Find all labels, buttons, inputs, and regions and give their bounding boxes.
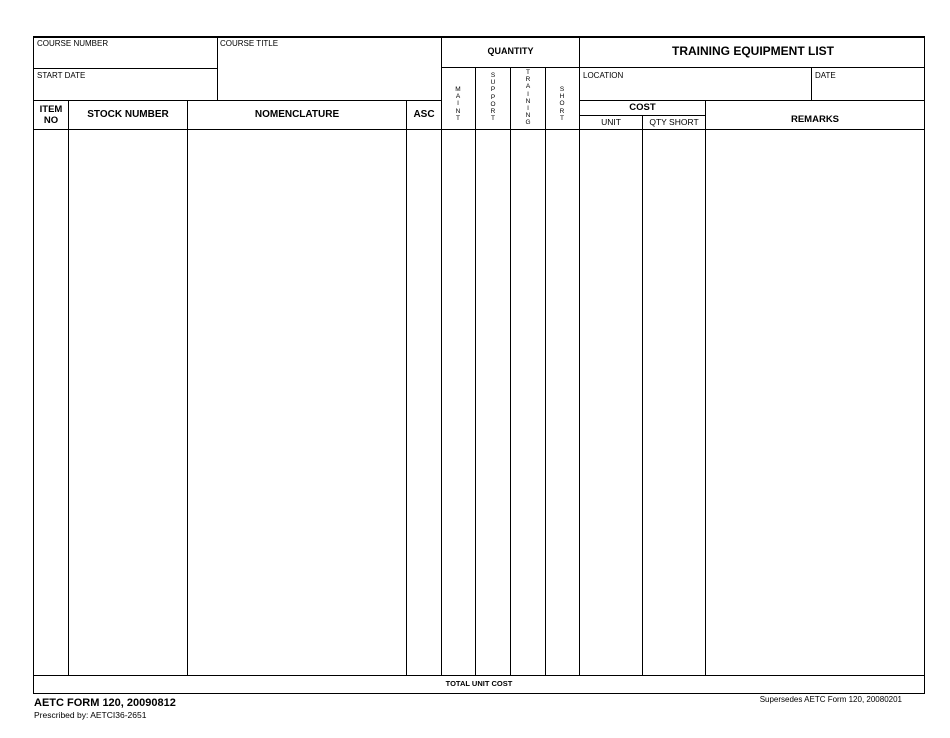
right-border [924, 36, 925, 694]
prescribed-by: Prescribed by: AETCI36-2651 [34, 710, 147, 720]
support-column-header: S U P P O R T [490, 72, 496, 123]
bottom-border [33, 693, 925, 694]
top-border [33, 36, 925, 38]
divider [441, 36, 442, 676]
course-number-label: COURSE NUMBER [37, 39, 109, 48]
maint-column-header: M A I N T [455, 86, 461, 122]
divider [579, 67, 925, 68]
divider [579, 36, 580, 676]
item-no-header: ITEM NO [39, 104, 63, 126]
asc-header: ASC [413, 109, 435, 120]
divider [545, 67, 546, 676]
quantity-header: QUANTITY [487, 46, 534, 56]
course-title-label: COURSE TITLE [220, 39, 279, 48]
divider [406, 100, 407, 676]
divider [642, 115, 643, 676]
divider [33, 675, 925, 676]
total-unit-cost-label: TOTAL UNIT COST [445, 679, 513, 688]
divider [475, 67, 476, 676]
form-id: AETC FORM 120, 20090812 [34, 697, 176, 709]
form-title: TRAINING EQUIPMENT LIST [672, 44, 834, 58]
left-border [33, 36, 34, 694]
qty-short-header: QTY SHORT [649, 117, 699, 127]
divider [811, 67, 812, 100]
divider [217, 36, 218, 100]
training-column-header: T R A I N I N G [525, 69, 531, 127]
supersedes-note: Supersedes AETC Form 120, 20080201 [759, 695, 902, 704]
cost-header: COST [629, 102, 656, 113]
divider [579, 100, 925, 101]
divider [187, 100, 188, 676]
divider [705, 100, 706, 676]
short-column-header: S H O R T [559, 86, 565, 122]
divider [33, 129, 925, 130]
stock-number-header: STOCK NUMBER [87, 109, 169, 120]
location-label: LOCATION [583, 71, 624, 80]
unit-header: UNIT [601, 117, 621, 127]
divider [510, 67, 511, 676]
remarks-header: REMARKS [790, 114, 840, 125]
divider [68, 100, 69, 676]
divider [33, 68, 217, 69]
date-label: DATE [815, 71, 836, 80]
nomenclature-header: NOMENCLATURE [254, 109, 340, 120]
divider [33, 100, 441, 101]
start-date-label: START DATE [37, 71, 86, 80]
